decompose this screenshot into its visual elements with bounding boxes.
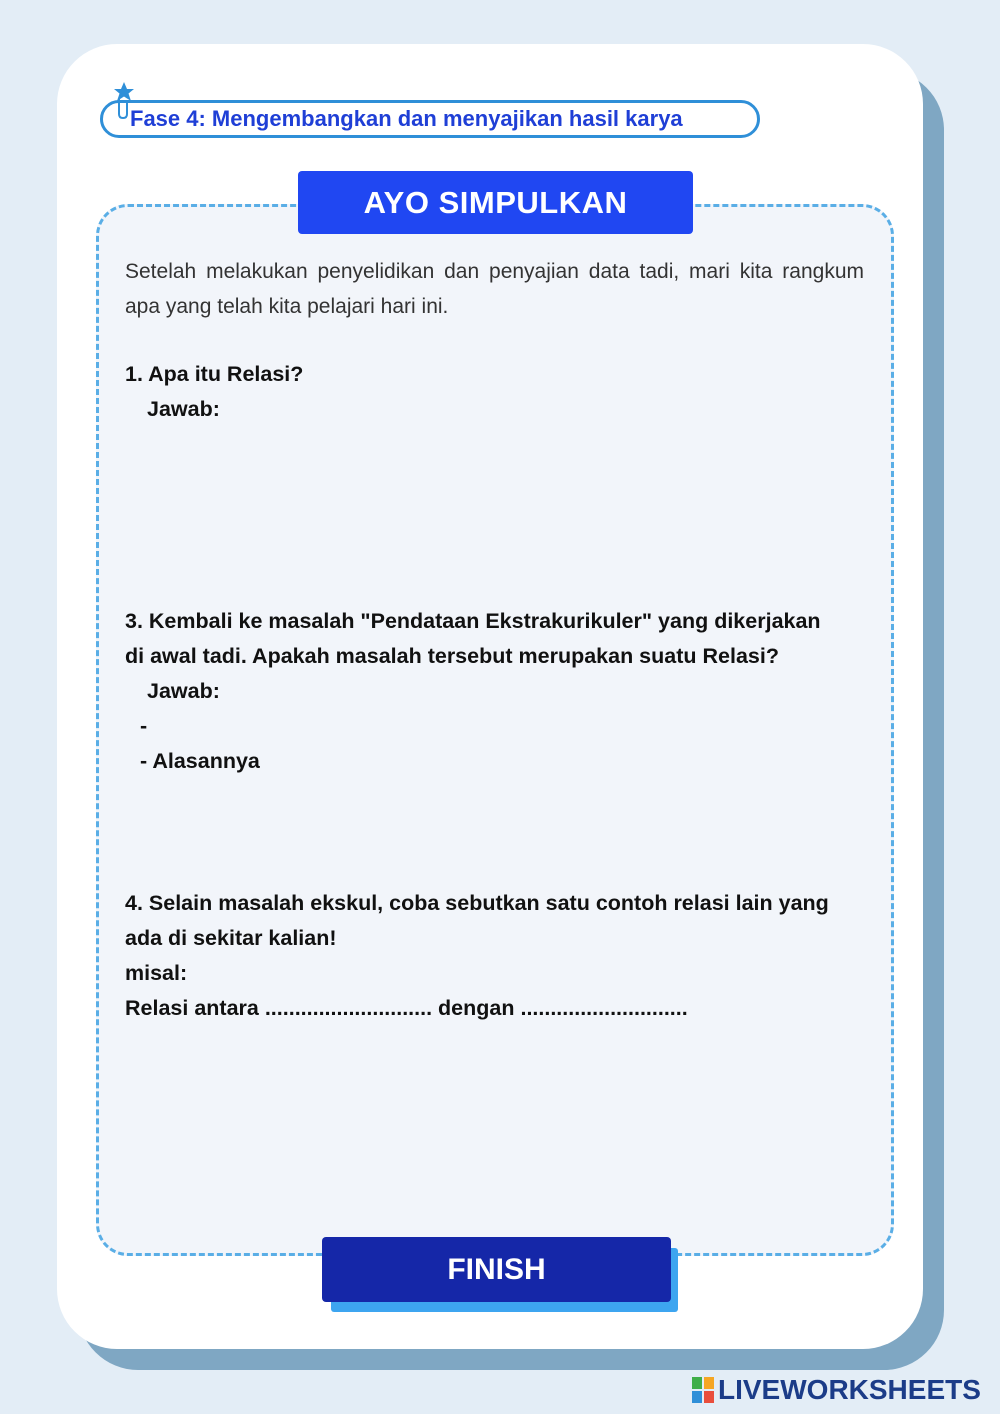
question-4-example-label: misal: — [125, 961, 188, 985]
question-3-prompt-line-2: di awal tadi. Apakah masalah tersebut merupakan suatu Relasi? — [125, 644, 779, 668]
finish-button[interactable]: FINISH — [322, 1237, 671, 1302]
phase-label: Fase 4: Mengembangkan dan menyajikan hasil karya — [130, 106, 683, 131]
intro-text: Setelah melakukan penyelidikan dan penyajian data tadi, mari kita rangkum apa yang telah kita pelajari hari ini. — [125, 260, 864, 318]
question-4-example-text: Relasi antara ............................ dengan ............................ — [125, 996, 688, 1020]
question-4-prompt-line-1: 4. Selain masalah ekskul, coba sebutkan satu contoh relasi lain yang — [125, 891, 829, 915]
liveworksheets-logo-icon — [692, 1377, 714, 1403]
question-3-prompt-line-1: 3. Kembali ke masalah "Pendataan Ekstrakurikuler" yang dikerjakan — [125, 609, 821, 633]
question-3-bullet-2: - Alasannya — [140, 749, 260, 773]
liveworksheets-brand: LIVEWORKSHEETS — [718, 1374, 981, 1405]
section-title: AYO SIMPULKAN — [298, 171, 693, 234]
question-3-answer-label: Jawab: — [147, 679, 220, 703]
question-4-prompt-line-2: ada di sekitar kalian! — [125, 926, 337, 950]
question-1-answer-label: Jawab: — [147, 397, 220, 421]
question-3-bullet-1: - — [140, 714, 148, 738]
liveworksheets-logo — [692, 1374, 981, 1406]
question-1-prompt: 1. Apa itu Relasi? — [125, 362, 304, 386]
